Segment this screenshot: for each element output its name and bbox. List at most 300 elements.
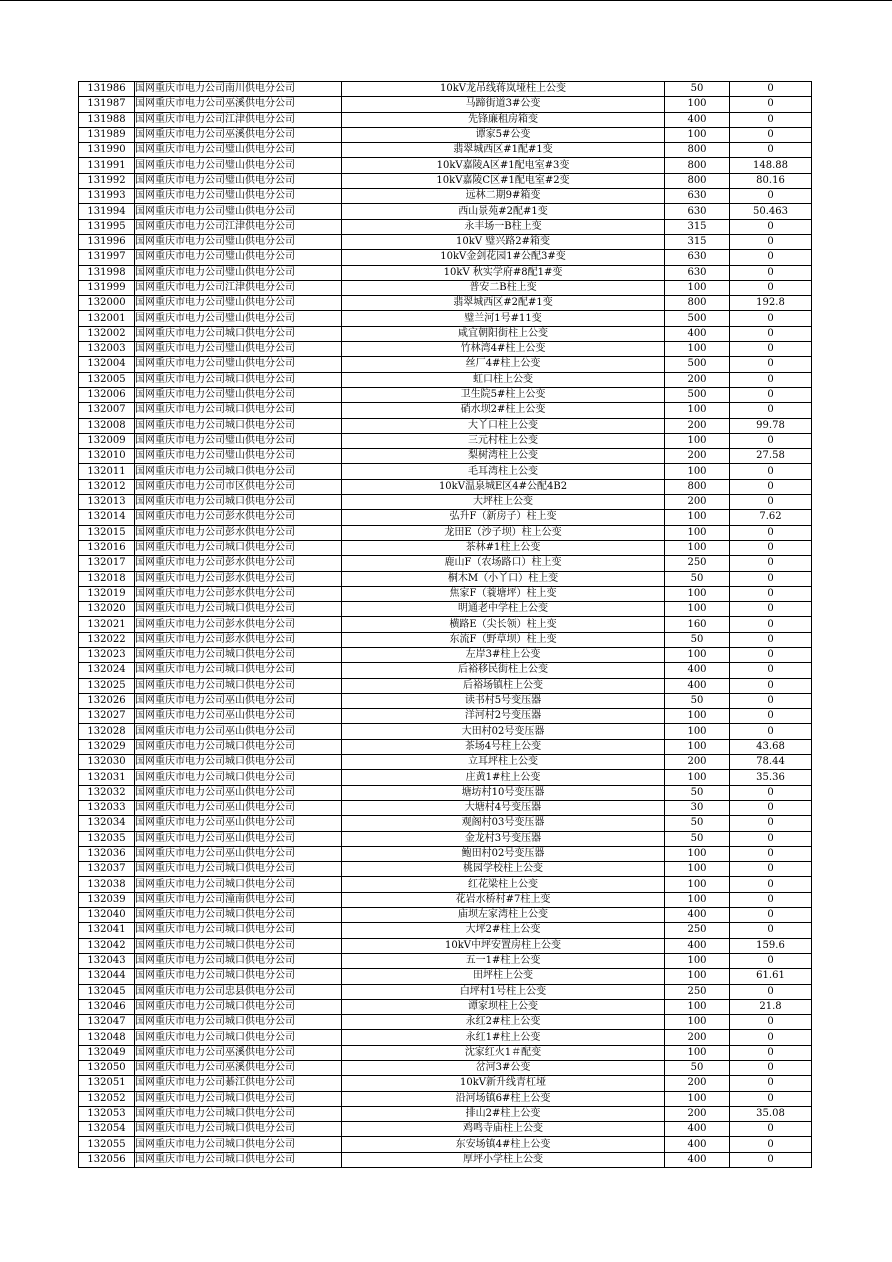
cell-id: 132028 xyxy=(79,724,135,739)
cell-company: 国网重庆市电力公司市区供电分公司 xyxy=(135,479,342,494)
cell-company: 国网重庆市电力公司潼南供电分公司 xyxy=(135,892,342,907)
cell-capacity: 100 xyxy=(665,953,730,968)
table-row xyxy=(79,586,812,601)
cell-capacity: 100 xyxy=(665,739,730,754)
cell-id: 132038 xyxy=(79,877,135,892)
table-row xyxy=(79,173,812,188)
cell-id: 132033 xyxy=(79,800,135,815)
cell-load: 0 xyxy=(730,1091,812,1106)
cell-transformer-name: 鹿山F（农场路口）柱上变 xyxy=(342,556,665,571)
cell-load: 0 xyxy=(730,586,812,601)
cell-capacity: 200 xyxy=(665,418,730,433)
cell-capacity: 50 xyxy=(665,571,730,586)
cell-company: 国网重庆市电力公司璧山供电分公司 xyxy=(135,173,342,188)
table-row xyxy=(79,770,812,785)
cell-capacity: 400 xyxy=(665,1137,730,1152)
cell-company: 国网重庆市电力公司璧山供电分公司 xyxy=(135,357,342,372)
cell-company: 国网重庆市电力公司彭水供电分公司 xyxy=(135,571,342,586)
cell-capacity: 400 xyxy=(665,938,730,953)
cell-id: 132043 xyxy=(79,953,135,968)
table-row xyxy=(79,219,812,234)
cell-transformer-name: 竹林湾4#柱上公变 xyxy=(342,342,665,357)
table-row xyxy=(79,418,812,433)
table-row xyxy=(79,189,812,204)
cell-load: 0 xyxy=(730,602,812,617)
table-row xyxy=(79,1152,812,1167)
table-row xyxy=(79,372,812,387)
cell-company: 国网重庆市电力公司城口供电分公司 xyxy=(135,1091,342,1106)
table-row xyxy=(79,571,812,586)
cell-company: 国网重庆市电力公司城口供电分公司 xyxy=(135,1152,342,1167)
cell-load: 0 xyxy=(730,525,812,540)
cell-id: 132009 xyxy=(79,433,135,448)
cell-capacity: 250 xyxy=(665,556,730,571)
cell-company: 国网重庆市电力公司城口供电分公司 xyxy=(135,372,342,387)
cell-load: 0 xyxy=(730,464,812,479)
cell-transformer-name: 咸宜朝阳街柱上公变 xyxy=(342,326,665,341)
cell-transformer-name: 庄黄1#柱上公变 xyxy=(342,770,665,785)
cell-load: 0 xyxy=(730,1137,812,1152)
cell-capacity: 50 xyxy=(665,632,730,647)
cell-id: 132014 xyxy=(79,510,135,525)
cell-id: 132012 xyxy=(79,479,135,494)
cell-transformer-name: 沈家红火1＃配变 xyxy=(342,1045,665,1060)
table-row xyxy=(79,678,812,693)
table-row xyxy=(79,1061,812,1076)
table-row xyxy=(79,1137,812,1152)
cell-capacity: 100 xyxy=(665,127,730,142)
table-row xyxy=(79,647,812,662)
cell-capacity: 315 xyxy=(665,234,730,249)
cell-company: 国网重庆市电力公司巫山供电分公司 xyxy=(135,709,342,724)
cell-id: 132019 xyxy=(79,586,135,601)
table-row xyxy=(79,739,812,754)
cell-load: 0 xyxy=(730,800,812,815)
cell-id: 132002 xyxy=(79,326,135,341)
cell-capacity: 800 xyxy=(665,479,730,494)
cell-capacity: 100 xyxy=(665,999,730,1014)
table-row xyxy=(79,464,812,479)
cell-capacity: 400 xyxy=(665,908,730,923)
cell-id: 132039 xyxy=(79,892,135,907)
table-row xyxy=(79,938,812,953)
cell-capacity: 400 xyxy=(665,1152,730,1167)
cell-load: 0 xyxy=(730,143,812,158)
table-row xyxy=(79,204,812,219)
cell-capacity: 315 xyxy=(665,219,730,234)
cell-id: 131994 xyxy=(79,204,135,219)
cell-load: 0 xyxy=(730,785,812,800)
cell-company: 国网重庆市电力公司璧山供电分公司 xyxy=(135,250,342,265)
cell-company: 国网重庆市电力公司城口供电分公司 xyxy=(135,540,342,555)
cell-id: 132046 xyxy=(79,999,135,1014)
cell-capacity: 200 xyxy=(665,1076,730,1091)
cell-company: 国网重庆市电力公司城口供电分公司 xyxy=(135,770,342,785)
cell-load: 0 xyxy=(730,387,812,402)
cell-load: 0 xyxy=(730,403,812,418)
cell-capacity: 100 xyxy=(665,709,730,724)
cell-capacity: 100 xyxy=(665,602,730,617)
table-row xyxy=(79,969,812,984)
table-row xyxy=(79,540,812,555)
cell-capacity: 100 xyxy=(665,342,730,357)
transformer-table xyxy=(78,81,812,1168)
cell-load: 80.16 xyxy=(730,173,812,188)
table-row xyxy=(79,1015,812,1030)
cell-load: 0 xyxy=(730,984,812,999)
cell-company: 国网重庆市电力公司城口供电分公司 xyxy=(135,938,342,953)
cell-id: 132053 xyxy=(79,1106,135,1121)
cell-capacity: 250 xyxy=(665,984,730,999)
cell-company: 国网重庆市电力公司城口供电分公司 xyxy=(135,862,342,877)
cell-transformer-name: 大塘村4号变压器 xyxy=(342,800,665,815)
cell-id: 132027 xyxy=(79,709,135,724)
cell-capacity: 400 xyxy=(665,326,730,341)
table-row xyxy=(79,1091,812,1106)
cell-load: 0 xyxy=(730,632,812,647)
cell-id: 132031 xyxy=(79,770,135,785)
cell-load: 192.8 xyxy=(730,296,812,311)
cell-transformer-name: 10kV 秋实学府#8配1#变 xyxy=(342,265,665,280)
cell-id: 131990 xyxy=(79,143,135,158)
cell-id: 131989 xyxy=(79,127,135,142)
table-row xyxy=(79,877,812,892)
cell-id: 132045 xyxy=(79,984,135,999)
table-row xyxy=(79,143,812,158)
cell-capacity: 100 xyxy=(665,1045,730,1060)
cell-id: 132011 xyxy=(79,464,135,479)
cell-id: 131997 xyxy=(79,250,135,265)
cell-load: 35.36 xyxy=(730,770,812,785)
cell-id: 132024 xyxy=(79,663,135,678)
cell-id: 132006 xyxy=(79,387,135,402)
cell-transformer-name: 田坪柱上公变 xyxy=(342,969,665,984)
cell-transformer-name: 永丰场一B柱上变 xyxy=(342,219,665,234)
cell-capacity: 500 xyxy=(665,311,730,326)
table-row xyxy=(79,556,812,571)
cell-load: 27.58 xyxy=(730,449,812,464)
table-body xyxy=(79,82,812,1168)
cell-company: 国网重庆市电力公司璧山供电分公司 xyxy=(135,204,342,219)
cell-company: 国网重庆市电力公司江津供电分公司 xyxy=(135,112,342,127)
cell-capacity: 100 xyxy=(665,647,730,662)
table-row xyxy=(79,342,812,357)
table-row xyxy=(79,449,812,464)
cell-capacity: 630 xyxy=(665,265,730,280)
cell-capacity: 100 xyxy=(665,540,730,555)
cell-transformer-name: 洋河村2号变压器 xyxy=(342,709,665,724)
cell-id: 132023 xyxy=(79,647,135,662)
cell-load: 0 xyxy=(730,892,812,907)
table-row xyxy=(79,403,812,418)
cell-company: 国网重庆市电力公司彭水供电分公司 xyxy=(135,510,342,525)
cell-id: 132035 xyxy=(79,831,135,846)
cell-load: 0 xyxy=(730,189,812,204)
cell-load: 0 xyxy=(730,311,812,326)
cell-load: 0 xyxy=(730,816,812,831)
cell-transformer-name: 明通老中学柱上公变 xyxy=(342,602,665,617)
table-row xyxy=(79,510,812,525)
cell-company: 国网重庆市电力公司城口供电分公司 xyxy=(135,953,342,968)
table-row xyxy=(79,280,812,295)
cell-transformer-name: 鲍田村02号变压器 xyxy=(342,846,665,861)
cell-company: 国网重庆市电力公司綦江供电分公司 xyxy=(135,1076,342,1091)
cell-transformer-name: 10kV嘉陵C区#1配电室#2变 xyxy=(342,173,665,188)
table-row xyxy=(79,127,812,142)
cell-id: 132042 xyxy=(79,938,135,953)
cell-transformer-name: 金龙村3号变压器 xyxy=(342,831,665,846)
cell-id: 132050 xyxy=(79,1061,135,1076)
cell-company: 国网重庆市电力公司忠县供电分公司 xyxy=(135,984,342,999)
cell-capacity: 400 xyxy=(665,1122,730,1137)
cell-id: 132041 xyxy=(79,923,135,938)
cell-transformer-name: 谭家5#公变 xyxy=(342,127,665,142)
cell-transformer-name: 龙田E（沙子坝）柱上公变 xyxy=(342,525,665,540)
cell-capacity: 630 xyxy=(665,204,730,219)
cell-load: 7.62 xyxy=(730,510,812,525)
cell-company: 国网重庆市电力公司璧山供电分公司 xyxy=(135,234,342,249)
table-row xyxy=(79,1122,812,1137)
cell-company: 国网重庆市电力公司彭水供电分公司 xyxy=(135,617,342,632)
cell-id: 132001 xyxy=(79,311,135,326)
cell-transformer-name: 大坪2#柱上公变 xyxy=(342,923,665,938)
cell-load: 0 xyxy=(730,1122,812,1137)
cell-id: 132044 xyxy=(79,969,135,984)
cell-transformer-name: 东流F（野草坝）柱上变 xyxy=(342,632,665,647)
table-row xyxy=(79,326,812,341)
cell-transformer-name: 梨树湾柱上公变 xyxy=(342,449,665,464)
cell-load: 159.6 xyxy=(730,938,812,953)
cell-id: 132015 xyxy=(79,525,135,540)
table-row xyxy=(79,953,812,968)
cell-company: 国网重庆市电力公司巫溪供电分公司 xyxy=(135,127,342,142)
cell-load: 0 xyxy=(730,1076,812,1091)
cell-capacity: 500 xyxy=(665,387,730,402)
cell-load: 0 xyxy=(730,234,812,249)
table-row xyxy=(79,311,812,326)
cell-load: 0 xyxy=(730,97,812,112)
cell-transformer-name: 后裕场镇柱上公变 xyxy=(342,678,665,693)
cell-company: 国网重庆市电力公司璧山供电分公司 xyxy=(135,189,342,204)
table-row xyxy=(79,724,812,739)
cell-capacity: 400 xyxy=(665,678,730,693)
cell-transformer-name: 塘坊村10号变压器 xyxy=(342,785,665,800)
cell-transformer-name: 永红1#柱上公变 xyxy=(342,1030,665,1045)
cell-company: 国网重庆市电力公司城口供电分公司 xyxy=(135,1015,342,1030)
cell-company: 国网重庆市电力公司彭水供电分公司 xyxy=(135,556,342,571)
cell-transformer-name: 沿河场镇6#柱上公变 xyxy=(342,1091,665,1106)
cell-company: 国网重庆市电力公司南川供电分公司 xyxy=(135,82,342,97)
cell-id: 131986 xyxy=(79,82,135,97)
cell-transformer-name: 桐木M（小丫口）柱上变 xyxy=(342,571,665,586)
table-row xyxy=(79,632,812,647)
table-row xyxy=(79,923,812,938)
cell-capacity: 200 xyxy=(665,372,730,387)
cell-company: 国网重庆市电力公司江津供电分公司 xyxy=(135,280,342,295)
cell-transformer-name: 10kV新升线青杠垭 xyxy=(342,1076,665,1091)
cell-transformer-name: 璧兰河1号#11变 xyxy=(342,311,665,326)
cell-transformer-name: 五一1#柱上公变 xyxy=(342,953,665,968)
cell-load: 0 xyxy=(730,219,812,234)
cell-capacity: 250 xyxy=(665,923,730,938)
cell-transformer-name: 大坪柱上公变 xyxy=(342,495,665,510)
cell-capacity: 100 xyxy=(665,525,730,540)
cell-transformer-name: 东安场镇4#柱上公变 xyxy=(342,1137,665,1152)
cell-load: 0 xyxy=(730,923,812,938)
cell-load: 0 xyxy=(730,724,812,739)
cell-company: 国网重庆市电力公司城口供电分公司 xyxy=(135,418,342,433)
cell-load: 0 xyxy=(730,82,812,97)
cell-id: 132032 xyxy=(79,785,135,800)
cell-capacity: 50 xyxy=(665,831,730,846)
cell-capacity: 50 xyxy=(665,1061,730,1076)
cell-transformer-name: 10kV龙吊线蒋岚垭柱上公变 xyxy=(342,82,665,97)
cell-transformer-name: 读书村5号变压器 xyxy=(342,693,665,708)
table-row xyxy=(79,831,812,846)
cell-company: 国网重庆市电力公司巫山供电分公司 xyxy=(135,846,342,861)
cell-id: 132051 xyxy=(79,1076,135,1091)
cell-capacity: 800 xyxy=(665,173,730,188)
cell-id: 132007 xyxy=(79,403,135,418)
cell-company: 国网重庆市电力公司城口供电分公司 xyxy=(135,464,342,479)
cell-capacity: 800 xyxy=(665,296,730,311)
cell-load: 78.44 xyxy=(730,755,812,770)
cell-load: 61.61 xyxy=(730,969,812,984)
cell-transformer-name: 茶场4号柱上公变 xyxy=(342,739,665,754)
cell-id: 132000 xyxy=(79,296,135,311)
table-row xyxy=(79,433,812,448)
cell-load: 0 xyxy=(730,127,812,142)
cell-transformer-name: 远林二期9#箱变 xyxy=(342,189,665,204)
table-row xyxy=(79,112,812,127)
table-row xyxy=(79,1076,812,1091)
cell-company: 国网重庆市电力公司巫山供电分公司 xyxy=(135,785,342,800)
cell-load: 0 xyxy=(730,862,812,877)
cell-company: 国网重庆市电力公司城口供电分公司 xyxy=(135,739,342,754)
cell-company: 国网重庆市电力公司城口供电分公司 xyxy=(135,1106,342,1121)
cell-transformer-name: 红花梁柱上公变 xyxy=(342,877,665,892)
table-row xyxy=(79,495,812,510)
cell-transformer-name: 桃园学校柱上公变 xyxy=(342,862,665,877)
cell-id: 132052 xyxy=(79,1091,135,1106)
cell-transformer-name: 弘升F（新房子）柱上变 xyxy=(342,510,665,525)
table-row xyxy=(79,387,812,402)
cell-company: 国网重庆市电力公司巫山供电分公司 xyxy=(135,724,342,739)
cell-id: 131988 xyxy=(79,112,135,127)
cell-capacity: 100 xyxy=(665,724,730,739)
cell-id: 132013 xyxy=(79,495,135,510)
table-row xyxy=(79,693,812,708)
cell-capacity: 100 xyxy=(665,586,730,601)
cell-company: 国网重庆市电力公司璧山供电分公司 xyxy=(135,342,342,357)
cell-id: 132018 xyxy=(79,571,135,586)
cell-company: 国网重庆市电力公司彭水供电分公司 xyxy=(135,586,342,601)
cell-company: 国网重庆市电力公司城口供电分公司 xyxy=(135,923,342,938)
cell-load: 0 xyxy=(730,280,812,295)
cell-capacity: 100 xyxy=(665,403,730,418)
cell-company: 国网重庆市电力公司城口供电分公司 xyxy=(135,495,342,510)
cell-company: 国网重庆市电力公司城口供电分公司 xyxy=(135,999,342,1014)
cell-company: 国网重庆市电力公司城口供电分公司 xyxy=(135,1122,342,1137)
cell-transformer-name: 10kV中坪安置房柱上公变 xyxy=(342,938,665,953)
cell-transformer-name: 鸡鸣寺庙柱上公变 xyxy=(342,1122,665,1137)
cell-transformer-name: 花岩水桥村#7柱上变 xyxy=(342,892,665,907)
cell-load: 0 xyxy=(730,953,812,968)
table-row xyxy=(79,709,812,724)
table-row xyxy=(79,250,812,265)
cell-id: 132016 xyxy=(79,540,135,555)
cell-capacity: 400 xyxy=(665,112,730,127)
cell-company: 国网重庆市电力公司城口供电分公司 xyxy=(135,647,342,662)
cell-transformer-name: 白坪村1号柱上公变 xyxy=(342,984,665,999)
cell-load: 0 xyxy=(730,265,812,280)
cell-id: 132040 xyxy=(79,908,135,923)
cell-load: 0 xyxy=(730,831,812,846)
table-row xyxy=(79,908,812,923)
cell-capacity: 50 xyxy=(665,785,730,800)
cell-id: 132008 xyxy=(79,418,135,433)
cell-transformer-name: 10kV温泉城E区4#公配4B2 xyxy=(342,479,665,494)
cell-company: 国网重庆市电力公司璧山供电分公司 xyxy=(135,265,342,280)
cell-load: 0 xyxy=(730,479,812,494)
cell-transformer-name: 大丫口柱上公变 xyxy=(342,418,665,433)
cell-capacity: 100 xyxy=(665,280,730,295)
cell-company: 国网重庆市电力公司城口供电分公司 xyxy=(135,877,342,892)
cell-company: 国网重庆市电力公司江津供电分公司 xyxy=(135,219,342,234)
cell-id: 131991 xyxy=(79,158,135,173)
cell-transformer-name: 厚坪小学柱上公变 xyxy=(342,1152,665,1167)
cell-company: 国网重庆市电力公司城口供电分公司 xyxy=(135,908,342,923)
cell-id: 132054 xyxy=(79,1122,135,1137)
cell-transformer-name: 后裕移民街柱上公变 xyxy=(342,663,665,678)
cell-capacity: 100 xyxy=(665,770,730,785)
cell-capacity: 800 xyxy=(665,143,730,158)
cell-load: 0 xyxy=(730,1015,812,1030)
cell-transformer-name: 左岸3#柱上公变 xyxy=(342,647,665,662)
cell-transformer-name: 谭家坝柱上公变 xyxy=(342,999,665,1014)
cell-id: 132036 xyxy=(79,846,135,861)
cell-load: 0 xyxy=(730,556,812,571)
cell-load: 0 xyxy=(730,571,812,586)
table-row xyxy=(79,265,812,280)
cell-load: 0 xyxy=(730,678,812,693)
cell-company: 国网重庆市电力公司巫山供电分公司 xyxy=(135,800,342,815)
cell-capacity: 200 xyxy=(665,755,730,770)
cell-transformer-name: 丝厂4#柱上公变 xyxy=(342,357,665,372)
cell-load: 0 xyxy=(730,1030,812,1045)
cell-company: 国网重庆市电力公司城口供电分公司 xyxy=(135,403,342,418)
cell-capacity: 400 xyxy=(665,663,730,678)
cell-company: 国网重庆市电力公司巫山供电分公司 xyxy=(135,816,342,831)
table-row xyxy=(79,296,812,311)
cell-load: 0 xyxy=(730,250,812,265)
cell-id: 132026 xyxy=(79,693,135,708)
table-row xyxy=(79,999,812,1014)
cell-transformer-name: 茶林#1柱上公变 xyxy=(342,540,665,555)
cell-capacity: 200 xyxy=(665,495,730,510)
table-row xyxy=(79,846,812,861)
cell-company: 国网重庆市电力公司璧山供电分公司 xyxy=(135,311,342,326)
cell-company: 国网重庆市电力公司璧山供电分公司 xyxy=(135,296,342,311)
cell-id: 131999 xyxy=(79,280,135,295)
cell-id: 131998 xyxy=(79,265,135,280)
cell-id: 132010 xyxy=(79,449,135,464)
table-row xyxy=(79,755,812,770)
table-row xyxy=(79,1045,812,1060)
cell-transformer-name: 排山2#柱上公变 xyxy=(342,1106,665,1121)
table-row xyxy=(79,617,812,632)
cell-load: 0 xyxy=(730,357,812,372)
